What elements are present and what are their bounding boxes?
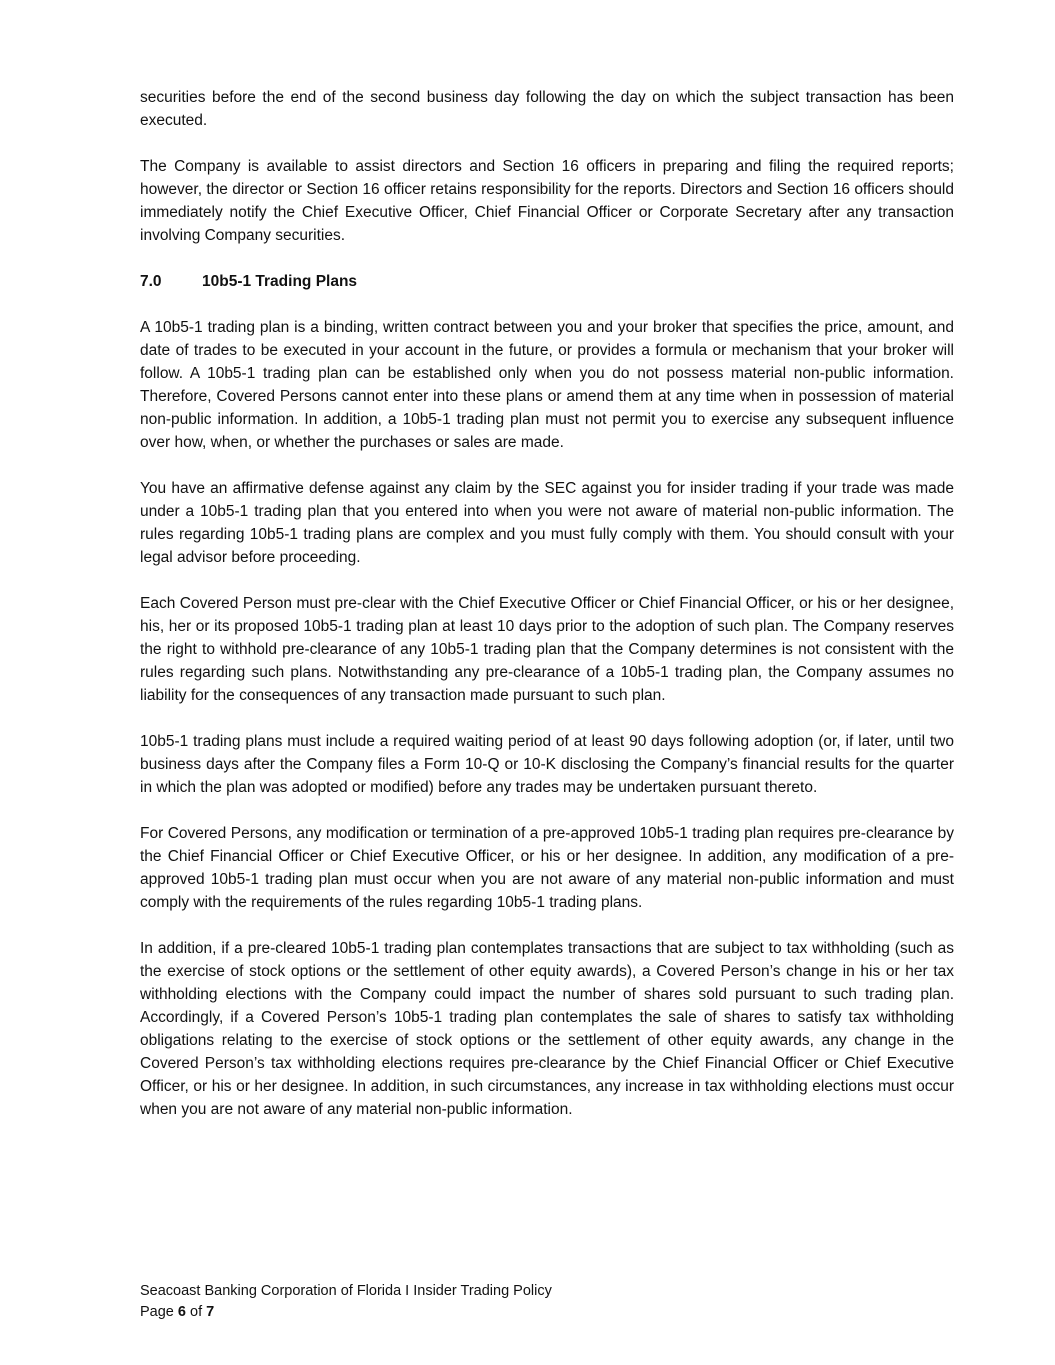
footer-title: Seacoast Banking Corporation of Florida I Insider Trading Policy <box>140 1283 552 1299</box>
document-body <box>140 86 954 1144</box>
section-title: 10b5-1 Trading Plans <box>202 273 358 290</box>
page-label: Page <box>140 1304 178 1320</box>
page-total: 7 <box>206 1304 215 1320</box>
paragraph: You have an affirmative defense against any claim by the SEC against you for insider trading if your trade was made under a 10b5-1 trading plan that you entered into when you were not aware of material non-public information. The rules regarding 10b5-1 trading plans are complex and you must fully comply with them. You should consult with your legal advisor before proceeding. <box>140 480 954 566</box>
section-heading <box>140 270 954 293</box>
paragraph: The Company is available to assist directors and Section 16 officers in preparing and filing the required reports; however, the director or Section 16 officer retains responsibility for the reports. Directors and Section 16 officers should immediately notify the Chief Executive Officer, Chief Financial Officer or Corporate Secretary after any transaction involving Company securities. <box>140 158 954 244</box>
section-number: 7.0 <box>140 273 162 290</box>
paragraph: 10b5-1 trading plans must include a required waiting period of at least 90 days following adoption (or, if later, until two business days after the Company files a Form 10-Q or 10-K disclosing the Company’s financial results for the quarter in which the plan was adopted or modified) before any trades may be undertaken pursuant thereto. <box>140 733 954 796</box>
page-footer <box>140 1281 840 1323</box>
paragraph: securities before the end of the second business day following the day on which the subject transaction has been executed. <box>140 89 954 129</box>
page-number <box>140 1302 840 1323</box>
page-current: 6 <box>177 1304 186 1320</box>
paragraph: In addition, if a pre-cleared 10b5-1 trading plan contemplates transactions that are subject to tax withholding (such as the exercise of stock options or the settlement of other equity awards), a Covered Person’s change in his or her tax withholding elections with the Company could impact the number of shares sold pursuant to such trading plan. Accordingly, if a Covered Person’s 10b5-1 trading plan contemplates the sale of shares to satisfy tax withholding obligations relating to the exercise of stock options or the settlement of other equity awards, any change in the Covered Person’s tax withholding elections requires pre-clearance by the Chief Financial Officer or Chief Executive Officer, or his or her designee. In addition, in such circumstances, any increase in tax withholding elections must occur when you are not aware of any material non-public information. <box>140 940 954 1118</box>
page-of-label: of <box>185 1304 207 1320</box>
paragraph: For Covered Persons, any modification or termination of a pre-approved 10b5-1 trading plan requires pre-clearance by the Chief Financial Officer or Chief Executive Officer, or his or her designee. In addition, any modification of a pre-approved 10b5-1 trading plan must occur when you are not aware of any material non-public information and must comply with the requirements of the rules regarding 10b5-1 trading plans. <box>140 825 954 911</box>
paragraph: Each Covered Person must pre-clear with the Chief Executive Officer or Chief Financial Officer, or his or her designee, his, her or its proposed 10b5-1 trading plan at least 10 days prior to the adoption of such plan. The Company reserves the right to withhold pre-clearance of any 10b5-1 trading plan that the Company determines is not consistent with the rules regarding such plans. Notwithstanding any pre-clearance of a 10b5-1 trading plan, the Company assumes no liability for the consequences of any transaction made pursuant to such plan. <box>140 595 954 704</box>
paragraph: A 10b5-1 trading plan is a binding, written contract between you and your broker that specifies the price, amount, and date of trades to be executed in your account in the future, or provides a formula or mechanism that your broker will follow. A 10b5-1 trading plan can be established only when you do not possess material non-public information. Therefore, Covered Persons cannot enter into these plans or amend them at any time when in possession of material non-public information. In addition, a 10b5-1 trading plan must not permit you to exercise any subsequent influence over how, when, or whether the purchases or sales are made. <box>140 319 954 451</box>
